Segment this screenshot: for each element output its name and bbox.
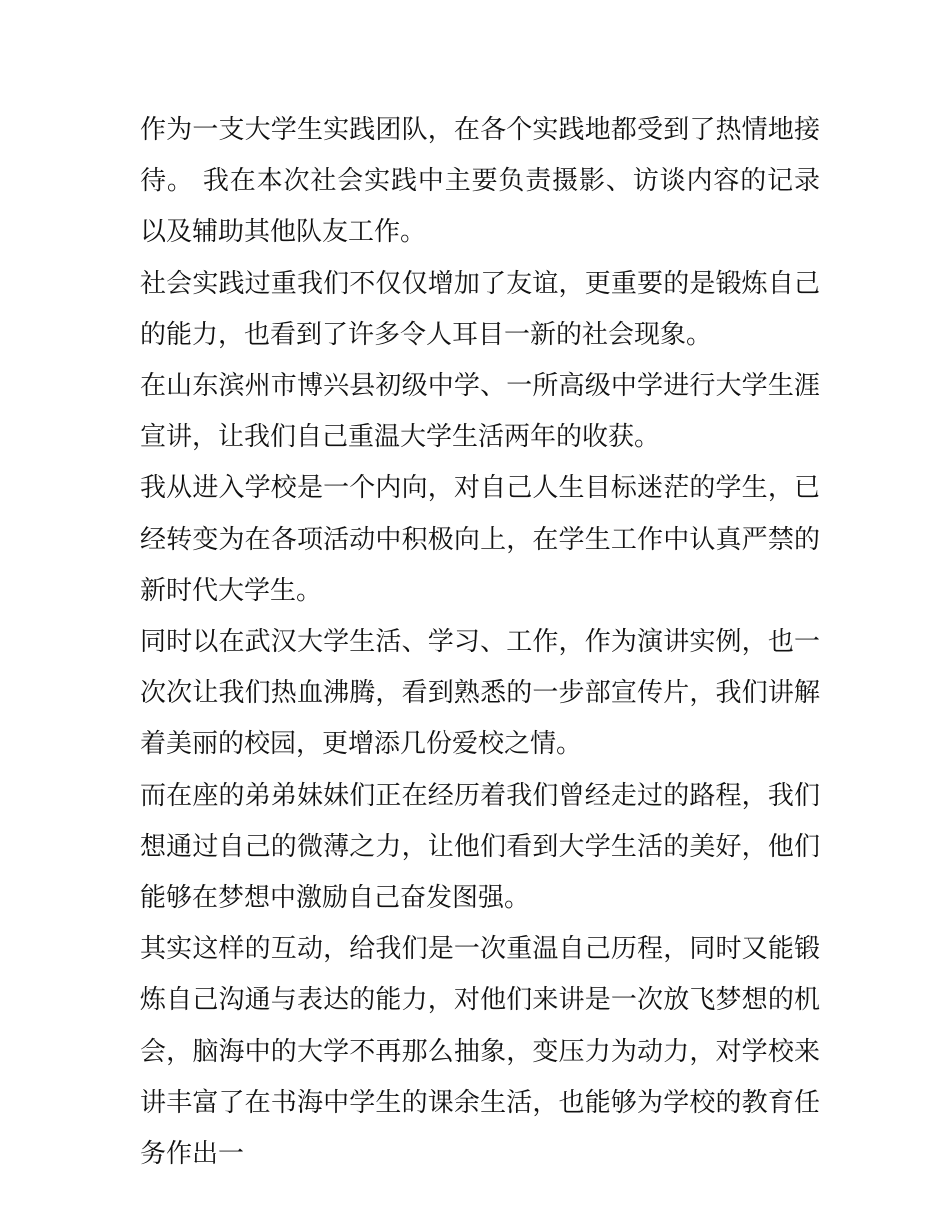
paragraph-3: 在山东滨州市博兴县初级中学、一所高级中学进行大学生涯宣讲，让我们自己重温大学生活两年的收获。 [140,371,820,453]
paragraph-4: 我从进入学校是一个内向，对自己人生目标迷茫的学生，已经转变为在各项活动中积极向上，在学生工作中认真严禁的新时代大学生。 [140,473,820,606]
paragraph-7: 其实这样的互动，给我们是一次重温自己历程，同时又能锻炼自己沟通与表达的能力，对他们来讲是一次放飞梦想的机会，脑海中的大学不再那么抽象，变压力为动力，对学校来讲丰富了在书海中学生的课余生活，也能够为学校的教育任务作出一 [140,934,820,1170]
paragraph-5: 同时以在武汉大学生活、学习、工作，作为演讲实例，也一次次让我们热血沸腾，看到熟悉的一步部宣传片，我们讲解着美丽的校园，更增添几份爱校之情。 [140,627,820,760]
document-page [140,105,820,1180]
paragraph-6: 而在座的弟弟妹妹们正在经历着我们曾经走过的路程，我们想通过自己的微薄之力，让他们看到大学生活的美好，他们能够在梦想中激励自己奋发图强。 [140,780,820,914]
paragraph-1: 作为一支大学生实践团队，在各个实践地都受到了热情地接待。 我在本次社会实践中主要负责摄影、访谈内容的记录以及辅助其他队友工作。 [140,115,820,248]
paragraph-2: 社会实践过重我们不仅仅增加了友谊，更重要的是锻炼自己的能力，也看到了许多令人耳目一新的社会现象。 [140,268,820,350]
